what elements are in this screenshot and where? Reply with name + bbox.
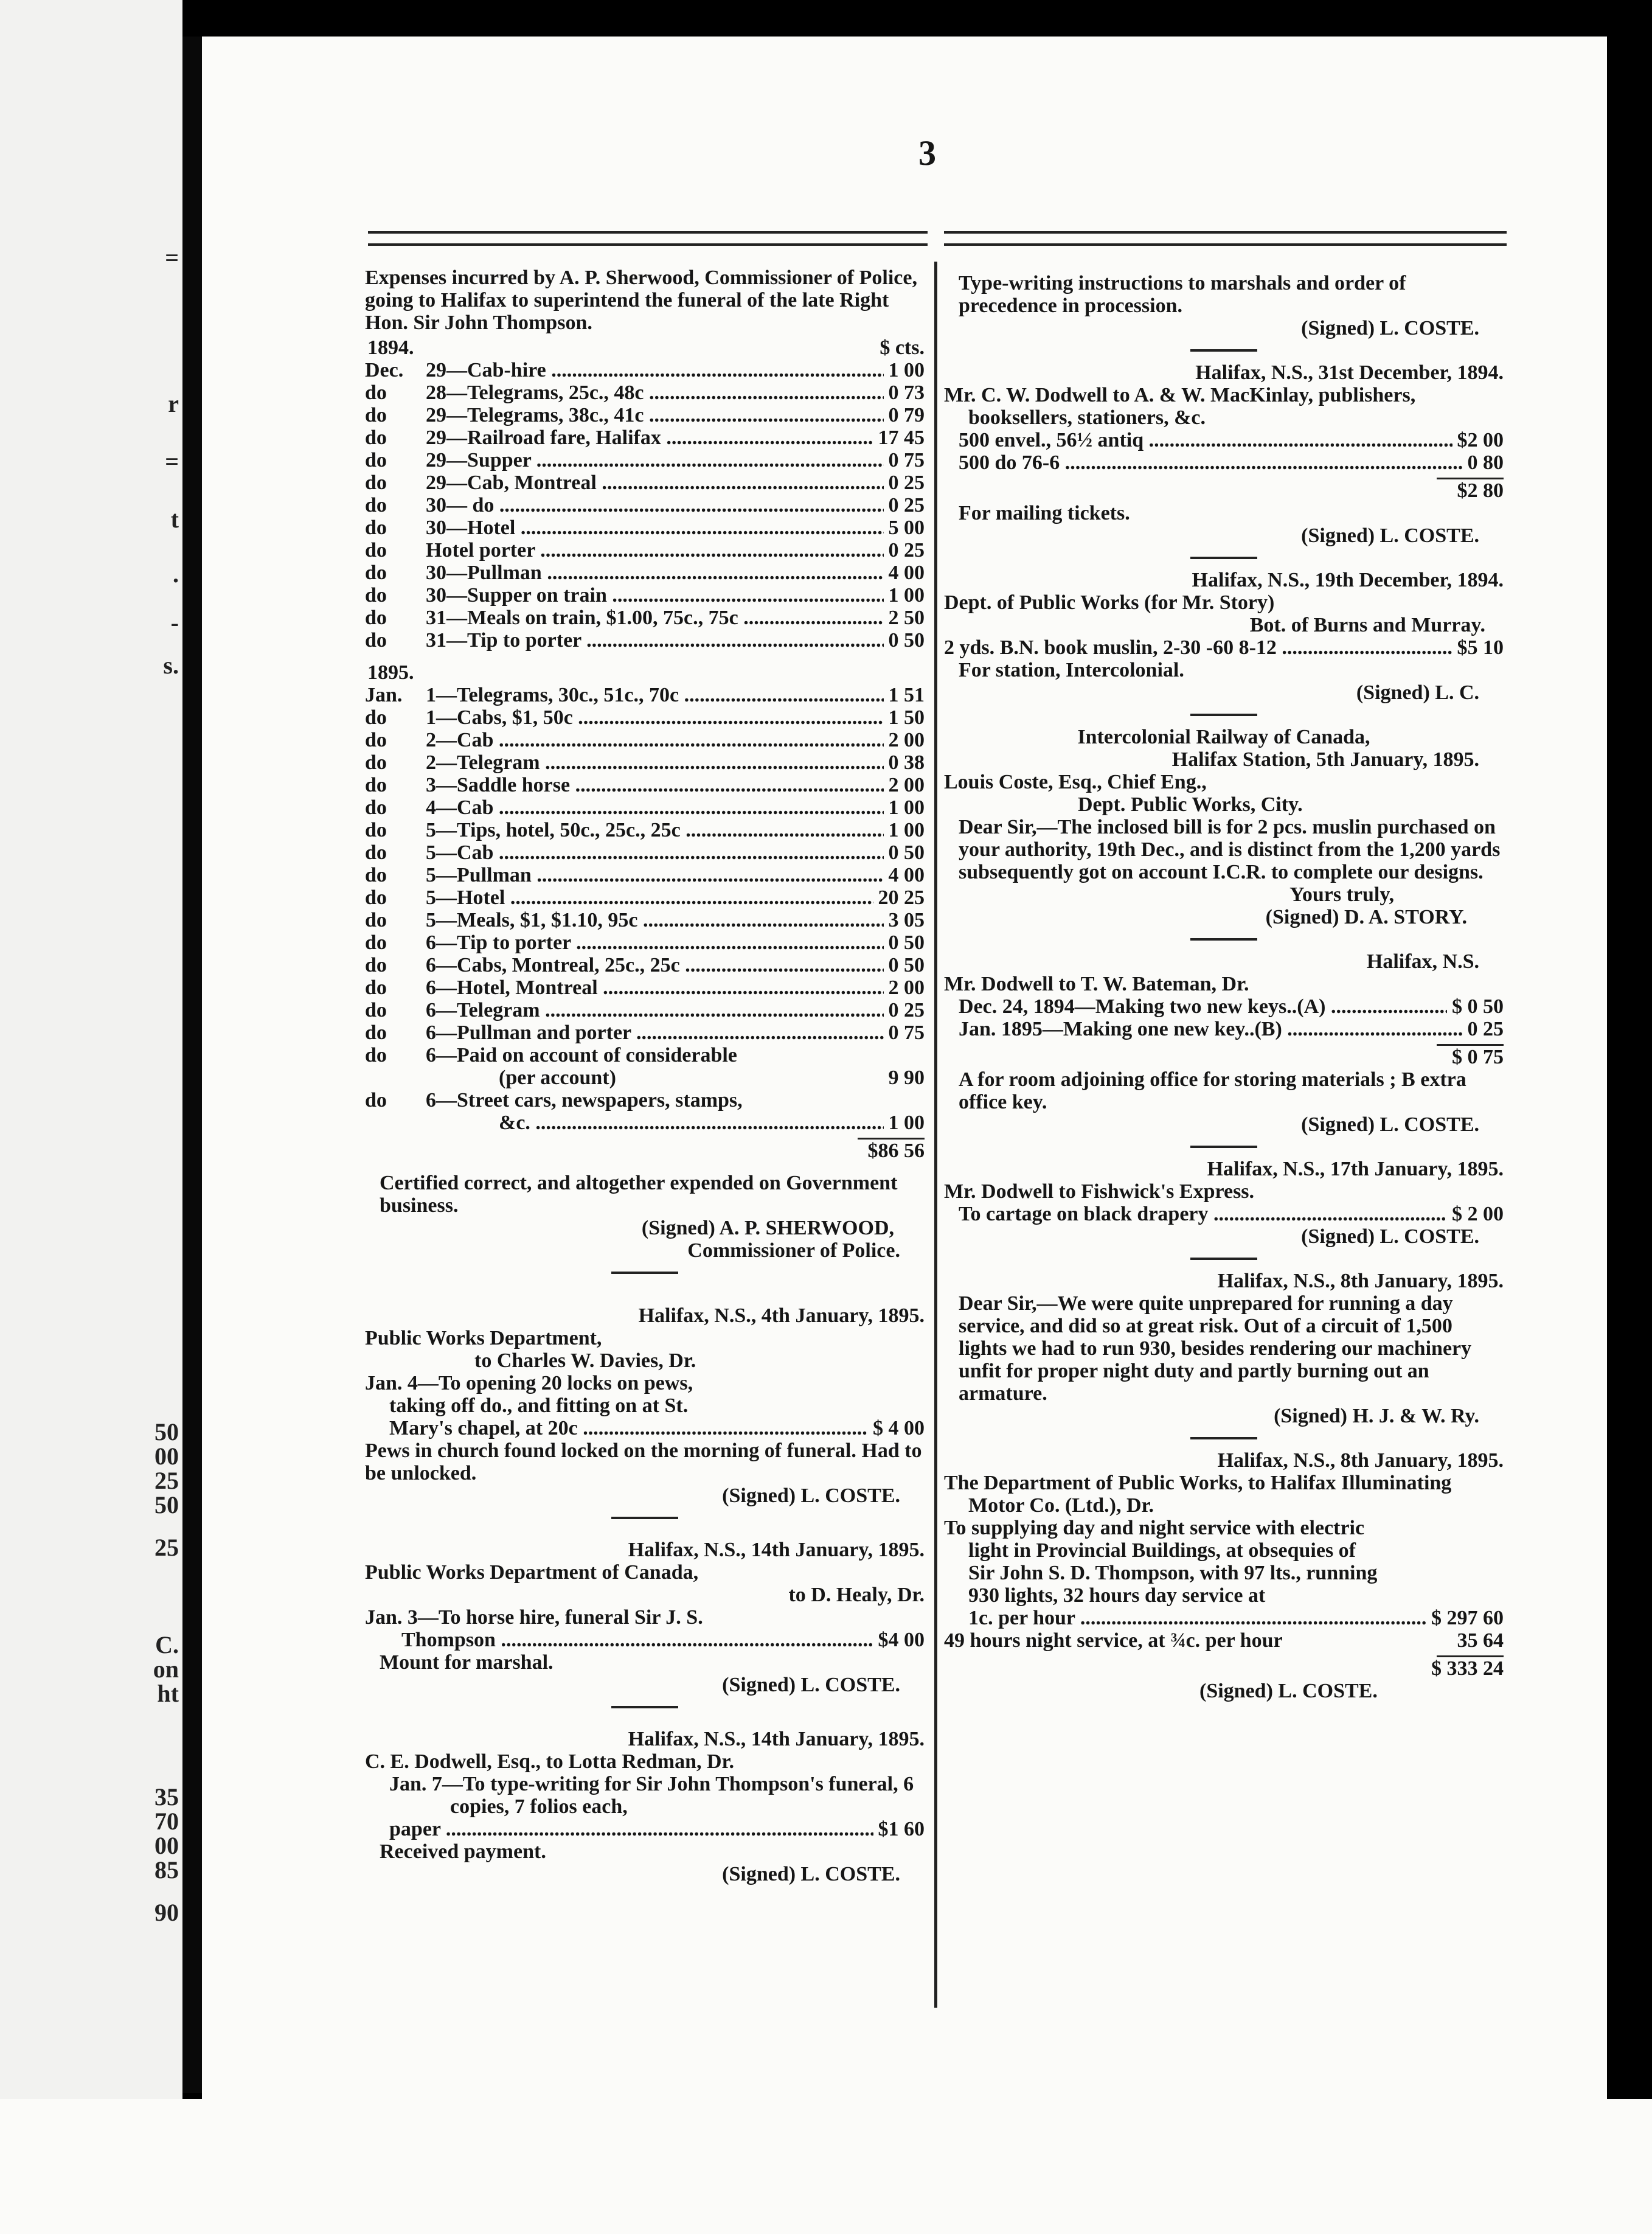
edge-fragment: 90 — [154, 1899, 179, 1926]
edge-fragment: on — [153, 1655, 179, 1683]
row-amount: 0 75 — [888, 1021, 925, 1044]
row-month: do — [365, 539, 387, 562]
row-amount: 0 50 — [888, 841, 925, 864]
illuminating-signature: (Signed) L. COSTE. — [1199, 1680, 1378, 1702]
illuminating-item-2-row: 49 hours night service, at ¾c. per hour 35 64 — [944, 1629, 1504, 1652]
bateman-signature: (Signed) L. COSTE. — [1301, 1113, 1479, 1136]
burns-bill-creditor: Bot. of Burns and Murray. — [1249, 614, 1485, 636]
row-amount: 2 00 — [888, 976, 925, 999]
edge-fragment: 00 — [154, 1442, 179, 1470]
row-amount: 1 00 — [888, 584, 925, 607]
expense-row — [365, 684, 925, 706]
edge-fragment: - — [170, 609, 179, 636]
row-amount: 2 00 — [888, 774, 925, 796]
row-month: do — [365, 864, 387, 886]
row-month: do — [365, 517, 387, 539]
row-description: 4—Cab — [426, 796, 494, 819]
redman-note: Received payment. — [380, 1840, 546, 1863]
row-description: 6—Tip to porter — [426, 931, 571, 954]
year-1894: 1894. — [367, 336, 414, 359]
fishwick-bill-to: Mr. Dodwell to Fishwick's Express. — [944, 1180, 1255, 1203]
row-month: do — [365, 841, 387, 864]
railway-letter-date: Halifax, N.S., 8th January, 1895. — [1217, 1270, 1504, 1292]
row-description: 29—Railroad fare, Halifax — [426, 426, 661, 449]
edge-fragment: = — [165, 244, 179, 271]
row-month: do — [365, 584, 387, 607]
burns-note: For station, Intercolonial. — [959, 659, 1184, 681]
edge-fragment: . — [173, 560, 179, 588]
row-description: 30— do — [426, 494, 495, 517]
row-description: 2—Telegram — [426, 751, 540, 774]
row-description: 3—Saddle horse — [426, 774, 571, 796]
row-amount: $2 00 — [1457, 429, 1504, 451]
bateman-bill-date: Halifax, N.S. — [1366, 950, 1479, 973]
expense-row: &c. ..... 1 00 — [365, 1112, 925, 1134]
section-divider — [1190, 1258, 1257, 1260]
davies-item-amount-row: Mary's chapel, at 20c ..... $ 4 00 — [365, 1417, 925, 1439]
icr-letter-address: Dept. Public Works, City. — [1078, 793, 1303, 816]
row-description: 6—Pullman and porter — [426, 1021, 631, 1044]
section-divider — [611, 1272, 678, 1274]
row-month: do — [365, 404, 387, 426]
row-amount: 0 50 — [888, 954, 925, 976]
row-description: 2—Cab — [426, 729, 494, 751]
expense-row — [365, 404, 925, 426]
illuminating-item-1: To supplying day and night service with electric light in Provincial Buildings, at obsequies of Sir John S. D. Thompson, with 97 lts., running 930 lights, 32 hours day service at — [944, 1517, 1378, 1607]
row-description: 31—Tip to porter — [426, 629, 581, 652]
row-amount: 3 05 — [888, 909, 925, 931]
edge-fragment: 00 — [154, 1832, 179, 1859]
row-month: do — [365, 449, 387, 472]
mackinlay-total: $2 80 — [1457, 479, 1504, 502]
row-description: 500 envel., 56½ antiq — [959, 429, 1144, 451]
icr-letter-org: Intercolonial Railway of Canada, — [1077, 726, 1370, 748]
fishwick-bill-date: Halifax, N.S., 17th January, 1895. — [1207, 1158, 1504, 1180]
row-amount: 1 00 — [888, 359, 925, 381]
expenses-intro: Expenses incurred by A. P. Sherwood, Commissioner of Police, going to Halifax to superintend the funeral of the late Right Hon. Sir John Thompson. — [365, 266, 917, 334]
right-column — [944, 272, 1504, 1702]
row-amount: 0 25 — [888, 472, 925, 494]
burns-item-row: 2 yds. B.N. book muslin, 2-30 -60 8-12 ..... $5 10 — [944, 636, 1504, 659]
davies-bill-date: Halifax, N.S., 4th January, 1895. — [638, 1304, 925, 1327]
row-month: do — [365, 1021, 387, 1044]
icr-letter-date: Halifax Station, 5th January, 1895. — [1171, 748, 1479, 771]
row-description: 29—Supper — [426, 449, 532, 472]
adjacent-page-edge — [0, 0, 182, 2234]
page-number: 3 — [918, 133, 936, 173]
bateman-items — [944, 995, 1504, 1040]
expense-row — [365, 976, 925, 999]
section-divider — [1190, 938, 1257, 941]
healy-item-amount-row: Thompson ..... $4 00 — [365, 1629, 925, 1651]
expense-row — [959, 995, 1504, 1018]
davies-bill-to: Public Works Department, — [365, 1327, 602, 1349]
row-month: do — [365, 706, 387, 729]
row-description: 6—Cabs, Montreal, 25c., 25c — [426, 954, 680, 976]
davies-note: Pews in church found locked on the morning of funeral. Had to be unlocked. — [365, 1439, 922, 1484]
row-amount: 2 00 — [888, 729, 925, 751]
binding-gutter — [182, 37, 202, 2093]
icr-letter-close: Yours truly, — [1289, 883, 1394, 906]
row-description: 30—Supper on train — [426, 584, 607, 607]
row-month: do — [365, 774, 387, 796]
row-month: do — [365, 909, 387, 931]
expense-row — [365, 706, 925, 729]
certification-text: Certified correct, and altogether expended on Government business. — [380, 1172, 898, 1217]
burns-bill-to: Dept. of Public Works (for Mr. Story) — [944, 591, 1275, 614]
row-amount: 0 25 — [888, 999, 925, 1021]
expense-row — [365, 584, 925, 607]
mackinlay-bill-date: Halifax, N.S., 31st December, 1894. — [1195, 361, 1504, 384]
typewriting-note: Type-writing instructions to marshals and order of precedence in procession. — [959, 272, 1406, 317]
row-description: 28—Telegrams, 25c., 48c — [426, 381, 644, 404]
fishwick-item-row: To cartage on black drapery ..... $ 2 00 — [944, 1203, 1504, 1225]
row-month: do — [365, 472, 387, 494]
expense-row: do 6—Paid on account of considerable — [365, 1044, 737, 1067]
row-month: do — [365, 494, 387, 517]
redman-item-amount-row: paper ..... $1 60 — [365, 1818, 925, 1840]
redman-bill-date: Halifax, N.S., 14th January, 1895. — [628, 1728, 925, 1750]
expense-row — [365, 796, 925, 819]
row-month: do — [365, 562, 387, 584]
expense-row — [365, 426, 925, 449]
row-description: 29—Cab, Montreal — [426, 472, 597, 494]
row-amount: 0 25 — [888, 494, 925, 517]
illuminating-bill-to: The Department of Public Works, to Halifax Illuminating Motor Co. (Ltd.), Dr. — [944, 1472, 1452, 1517]
expense-row — [959, 451, 1504, 474]
healy-bill-to: Public Works Department of Canada, — [365, 1561, 699, 1584]
mackinlay-signature: (Signed) L. COSTE. — [1301, 524, 1479, 547]
expense-row — [365, 539, 925, 562]
edge-fragment: 25 — [154, 1467, 179, 1494]
row-amount: 0 73 — [888, 381, 925, 404]
expense-row — [365, 729, 925, 751]
edge-fragment: = — [165, 448, 179, 475]
mackinlay-bill-to: Mr. C. W. Dodwell to A. & W. MacKinlay, publishers, booksellers, stationers, &c. — [944, 384, 1416, 429]
commissioner-title: Commissioner of Police. — [687, 1239, 900, 1262]
expense-row — [365, 359, 925, 381]
row-month: Jan. — [365, 684, 403, 706]
row-description: 6—Hotel, Montreal — [426, 976, 598, 999]
row-month: do — [365, 426, 387, 449]
section-divider — [611, 1517, 678, 1519]
row-amount: 0 50 — [888, 629, 925, 652]
row-amount: 2 50 — [888, 607, 925, 629]
left-column — [365, 266, 925, 1885]
row-description: 29—Telegrams, 38c., 41c — [426, 404, 644, 426]
row-month: do — [365, 954, 387, 976]
row-month: do — [365, 999, 387, 1021]
row-amount: 1 00 — [888, 796, 925, 819]
expense-list-1895 — [365, 684, 925, 1044]
row-description: Jan. 1895—Making one new key..(B) — [959, 1018, 1282, 1040]
healy-bill-date: Halifax, N.S., 14th January, 1895. — [628, 1539, 925, 1561]
expense-row: do 6—Street cars, newspapers, stamps, — [365, 1089, 743, 1112]
expense-row — [365, 751, 925, 774]
expense-row — [365, 629, 925, 652]
expense-row — [959, 1018, 1504, 1040]
row-description: Hotel porter — [426, 539, 535, 562]
top-rule-right — [944, 231, 1507, 246]
davies-item: Jan. 4—To opening 20 locks on pews, — [365, 1372, 693, 1394]
expense-row — [365, 864, 925, 886]
row-description: 30—Pullman — [426, 562, 542, 584]
row-month: do — [365, 381, 387, 404]
row-month: do — [365, 976, 387, 999]
expense-row — [365, 472, 925, 494]
healy-note: Mount for marshal. — [380, 1651, 554, 1674]
edge-fragment: ht — [157, 1680, 179, 1707]
currency-header: $ cts. — [880, 336, 925, 359]
expenses-total: $86 56 — [867, 1140, 925, 1162]
sherwood-signature: (Signed) A. P. SHERWOOD, — [641, 1217, 894, 1239]
expense-row — [365, 931, 925, 954]
edge-fragment: t — [170, 506, 179, 533]
healy-signature: (Signed) L. COSTE. — [722, 1674, 900, 1696]
bateman-total: $ 0 75 — [1452, 1046, 1504, 1068]
edge-fragment: 70 — [154, 1808, 179, 1835]
row-month: do — [365, 751, 387, 774]
illuminating-bill-date: Halifax, N.S., 8th January, 1895. — [1217, 1449, 1504, 1472]
row-description: 30—Hotel — [426, 517, 516, 539]
row-amount: $ 0 50 — [1452, 995, 1504, 1018]
expense-row — [365, 909, 925, 931]
railway-letter-body: Dear Sir,—We were quite unprepared for running a day service, and did so at great risk. Out of a circuit of 1,500 lights we had to run 930, besides rendering our machinery unfit for proper night duty and partly burning out an armature. — [959, 1292, 1472, 1405]
expense-row: (per account) 9 90 — [499, 1067, 925, 1089]
section-divider — [1190, 1146, 1257, 1148]
expense-row — [365, 819, 925, 841]
column-divider — [934, 262, 937, 2008]
row-description: 31—Meals on train, $1.00, 75c., 75c — [426, 607, 738, 629]
expense-row — [365, 841, 925, 864]
edge-fragment: r — [168, 390, 179, 417]
icr-letter-body: Dear Sir,—The inclosed bill is for 2 pcs. muslin purchased on your authority, 19th Dec., and is distinct from the 1,200 yards subsequently got on account I.C.R. to complete our designs. — [959, 816, 1501, 883]
year-1895: 1895. — [367, 661, 414, 684]
expense-row — [365, 562, 925, 584]
section-divider — [1190, 349, 1257, 352]
illuminating-total: $ 333 24 — [1431, 1657, 1504, 1680]
expense-row — [365, 999, 925, 1021]
mackinlay-note: For mailing tickets. — [959, 502, 1130, 524]
row-description: 5—Meals, $1, $1.10, 95c — [426, 909, 638, 931]
row-amount: 0 79 — [888, 404, 925, 426]
expense-row — [365, 449, 925, 472]
typewriting-signature: (Signed) L. COSTE. — [1301, 317, 1479, 339]
icr-letter-signature: (Signed) D. A. STORY. — [1265, 906, 1467, 928]
row-month: Dec. — [365, 359, 404, 381]
row-month: do — [365, 729, 387, 751]
burns-signature: (Signed) L. C. — [1356, 681, 1479, 704]
row-amount: 5 00 — [888, 517, 925, 539]
top-rule-left — [368, 231, 928, 246]
section-divider — [1190, 714, 1257, 716]
redman-item: Jan. 7—To type-writing for Sir John Thompson's funeral, 6 copies, 7 folios each, — [389, 1773, 914, 1818]
burns-bill-date: Halifax, N.S., 19th December, 1894. — [1192, 569, 1504, 591]
row-amount: 0 38 — [888, 751, 925, 774]
row-description: 5—Cab — [426, 841, 494, 864]
row-month: do — [365, 796, 387, 819]
row-amount: 20 25 — [878, 886, 925, 909]
expense-row — [365, 1021, 925, 1044]
davies-bill-creditor: to Charles W. Davies, Dr. — [474, 1349, 696, 1372]
icr-letter-addressee: Louis Coste, Esq., Chief Eng., — [944, 771, 1207, 793]
expense-row — [365, 954, 925, 976]
row-description: 5—Pullman — [426, 864, 532, 886]
expense-row — [365, 517, 925, 539]
row-amount: 4 00 — [888, 864, 925, 886]
row-description: 29—Cab-hire — [426, 359, 546, 381]
row-amount: 17 45 — [878, 426, 925, 449]
row-month: do — [365, 607, 387, 629]
healy-item: Jan. 3—To horse hire, funeral Sir J. S. — [365, 1606, 703, 1629]
row-description: 1—Telegrams, 30c., 51c., 70c — [426, 684, 679, 706]
davies-signature: (Signed) L. COSTE. — [722, 1484, 900, 1507]
row-amount: 4 00 — [888, 562, 925, 584]
railway-letter-signature: (Signed) H. J. & W. Ry. — [1274, 1405, 1479, 1427]
expense-row — [365, 381, 925, 404]
illuminating-item-1-amount-row: 1c. per hour ..... $ 297 60 — [944, 1607, 1504, 1629]
edge-fragment: 35 — [154, 1783, 179, 1811]
edge-fragment: 85 — [154, 1856, 179, 1884]
healy-bill-creditor: to D. Healy, Dr. — [788, 1584, 925, 1606]
redman-signature: (Signed) L. COSTE. — [722, 1863, 900, 1885]
row-description: 5—Tips, hotel, 50c., 25c., 25c — [426, 819, 681, 841]
row-month: do — [365, 931, 387, 954]
row-amount: 0 25 — [1467, 1018, 1504, 1040]
section-divider — [1190, 1437, 1257, 1439]
expense-row — [959, 429, 1504, 451]
expense-row — [365, 607, 925, 629]
row-description: Dec. 24, 1894—Making two new keys..(A) — [959, 995, 1326, 1018]
row-amount: 0 25 — [888, 539, 925, 562]
section-divider — [611, 1706, 678, 1708]
edge-fragment: 50 — [154, 1418, 179, 1446]
page-bottom-margin — [0, 2099, 1652, 2234]
bateman-note: A for room adjoining office for storing materials ; B extra office key. — [959, 1068, 1466, 1113]
row-amount: 0 50 — [888, 931, 925, 954]
row-amount: 0 80 — [1467, 451, 1504, 474]
row-description: 6—Telegram — [426, 999, 540, 1021]
edge-fragment: C. — [155, 1631, 179, 1658]
bateman-bill-to: Mr. Dodwell to T. W. Bateman, Dr. — [944, 973, 1249, 995]
row-description: 500 do 76-6 — [959, 451, 1060, 474]
edge-fragment: 25 — [154, 1534, 179, 1561]
row-description: 1—Cabs, $1, 50c — [426, 706, 573, 729]
row-amount: 1 51 — [888, 684, 925, 706]
expense-row — [365, 774, 925, 796]
row-month: do — [365, 886, 387, 909]
redman-bill-to: C. E. Dodwell, Esq., to Lotta Redman, Dr. — [365, 1750, 735, 1773]
mackinlay-items — [944, 429, 1504, 474]
row-month: do — [365, 629, 387, 652]
row-amount: 1 00 — [888, 819, 925, 841]
row-amount: 0 75 — [888, 449, 925, 472]
fishwick-signature: (Signed) L. COSTE. — [1301, 1225, 1479, 1248]
expense-row — [365, 494, 925, 517]
row-amount: 1 50 — [888, 706, 925, 729]
row-month: do — [365, 819, 387, 841]
expense-row — [365, 886, 925, 909]
davies-item-cont: taking off do., and fitting on at St. — [389, 1394, 689, 1417]
edge-fragment: s. — [163, 652, 179, 679]
edge-fragment: 50 — [154, 1491, 179, 1519]
section-divider — [1190, 557, 1257, 559]
expense-list-1894 — [365, 359, 925, 652]
row-description: 5—Hotel — [426, 886, 505, 909]
